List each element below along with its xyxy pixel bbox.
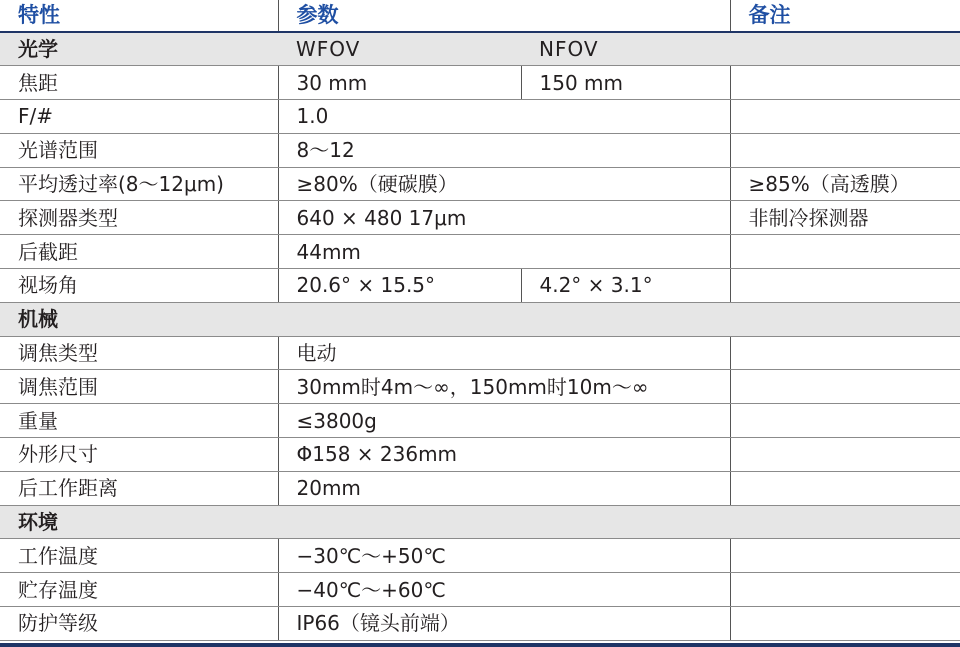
row-label: 重量 — [0, 404, 278, 438]
row-note — [730, 438, 960, 472]
table-row — [0, 438, 960, 472]
section-title-optics: 光学 — [0, 32, 278, 66]
header-feature: 特性 — [0, 0, 278, 32]
row-value: 44mm — [278, 235, 730, 269]
table-row — [0, 235, 960, 269]
row-note — [730, 607, 960, 641]
row-value: ≤3800g — [278, 404, 730, 438]
row-note — [730, 235, 960, 269]
row-label: 工作温度 — [0, 539, 278, 573]
row-label: 后截距 — [0, 235, 278, 269]
table-row — [0, 269, 960, 303]
row-note — [730, 539, 960, 573]
row-value: 电动 — [278, 336, 730, 370]
row-note — [730, 471, 960, 505]
row-value: 8～12 — [278, 133, 730, 167]
table-row — [0, 539, 960, 573]
row-label: 外形尺寸 — [0, 438, 278, 472]
section-note-optics — [730, 32, 960, 66]
row-value: 20mm — [278, 471, 730, 505]
row-value: 30mm时4m～∞，150mm时10m～∞ — [278, 370, 730, 404]
row-value: −40℃～+60℃ — [278, 573, 730, 607]
table-row — [0, 66, 960, 100]
row-value-wfov: 20.6° × 15.5° — [278, 269, 521, 303]
row-note: ≥85%（高透膜） — [730, 167, 960, 201]
row-note — [730, 336, 960, 370]
row-label: 平均透过率(8～12μm) — [0, 167, 278, 201]
row-label: 后工作距离 — [0, 471, 278, 505]
nfov-label: NFOV — [521, 32, 730, 66]
row-note — [730, 404, 960, 438]
row-note: 非制冷探测器 — [730, 201, 960, 235]
row-label: 贮存温度 — [0, 573, 278, 607]
row-value: −30℃～+50℃ — [278, 539, 730, 573]
row-value-nfov: 150 mm — [521, 66, 730, 100]
row-note — [730, 66, 960, 100]
table-row — [0, 573, 960, 607]
table-row — [0, 607, 960, 641]
row-label: 光谱范围 — [0, 133, 278, 167]
row-label: 防护等级 — [0, 607, 278, 641]
table-row — [0, 133, 960, 167]
row-note — [730, 133, 960, 167]
row-note — [730, 370, 960, 404]
row-label: 调焦类型 — [0, 336, 278, 370]
row-value: 640 × 480 17μm — [278, 201, 730, 235]
header-note: 备注 — [730, 0, 960, 32]
table-row — [0, 370, 960, 404]
row-value-nfov: 4.2° × 3.1° — [521, 269, 730, 303]
table-row — [0, 167, 960, 201]
section-env-row — [0, 505, 960, 539]
row-note — [730, 100, 960, 134]
row-value: Φ158 × 236mm — [278, 438, 730, 472]
section-title-env: 环境 — [0, 505, 960, 539]
row-label: 焦距 — [0, 66, 278, 100]
row-value-wfov: 30 mm — [278, 66, 521, 100]
table-row — [0, 471, 960, 505]
section-title-mech: 机械 — [0, 302, 960, 336]
header-param: 参数 — [278, 0, 730, 32]
table-row — [0, 336, 960, 370]
row-label: 调焦范围 — [0, 370, 278, 404]
wfov-label: WFOV — [278, 32, 521, 66]
row-label: F/# — [0, 100, 278, 134]
row-label: 视场角 — [0, 269, 278, 303]
section-mech-row — [0, 302, 960, 336]
row-value: 1.0 — [278, 100, 730, 134]
table-row — [0, 404, 960, 438]
row-value: IP66（镜头前端） — [278, 607, 730, 641]
row-note — [730, 573, 960, 607]
row-note — [730, 269, 960, 303]
table-row — [0, 201, 960, 235]
table-row — [0, 100, 960, 134]
row-label: 探测器类型 — [0, 201, 278, 235]
section-optics-row — [0, 32, 960, 66]
table-header-row — [0, 0, 960, 32]
row-value: ≥80%（硬碳膜） — [278, 167, 730, 201]
